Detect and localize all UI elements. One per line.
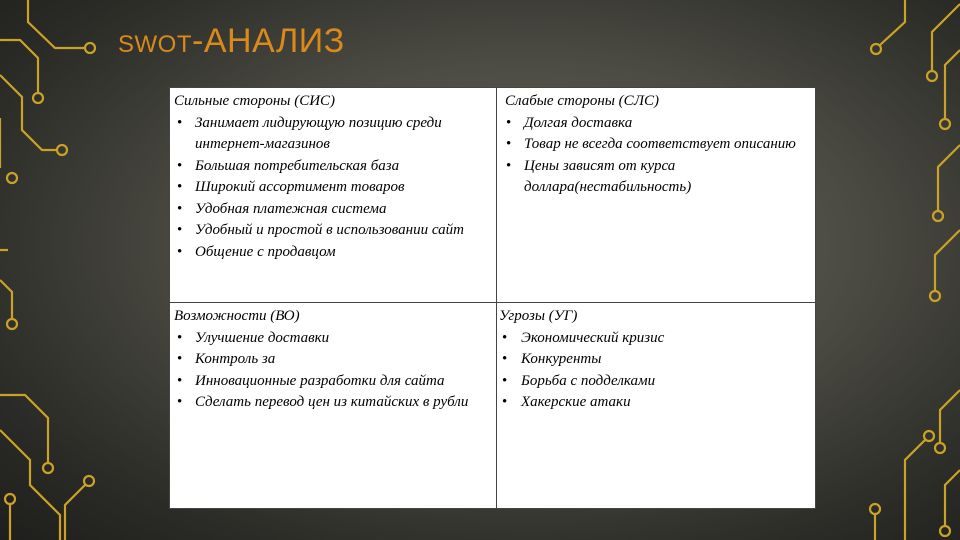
list-item: • Удобный и простой в использовании сайт	[174, 220, 493, 242]
list-item: • Занимает лидирующую позицию среди интернет-магазинов	[174, 113, 493, 156]
swot-table	[169, 87, 816, 509]
slide-title-prefix: SWOT	[118, 31, 192, 58]
opportunities-heading: Возможности (ВО)	[174, 308, 300, 324]
list-item: • Контроль за	[174, 349, 493, 371]
list-item: • Большая потребительская база	[174, 156, 493, 178]
list-item: • Инновационные разработки для сайта	[174, 371, 493, 393]
weaknesses-heading: Слабые стороны (СЛС)	[505, 93, 660, 109]
list-item: • Сделать перевод цен из китайских в рубли	[174, 392, 493, 414]
weaknesses-cell	[497, 88, 815, 303]
opportunities-list	[174, 328, 493, 414]
slide-title-suffix: -АНАЛИЗ	[192, 22, 345, 60]
threats-heading: Угрозы (УГ)	[499, 308, 578, 324]
weaknesses-list	[503, 113, 812, 199]
list-item: • Борьба с подделками	[499, 371, 812, 393]
strengths-cell	[170, 88, 497, 303]
list-item: • Товар не всегда соответствует описанию	[503, 134, 812, 156]
list-item: • Долгая доставка	[503, 113, 812, 135]
strengths-heading: Сильные стороны (СИС)	[174, 93, 336, 109]
list-item: • Улучшение доставки	[174, 328, 493, 350]
list-item: • Хакерские атаки	[499, 392, 812, 414]
slide-title	[118, 22, 345, 61]
opportunities-cell	[170, 303, 497, 508]
list-item: • Удобная платежная система	[174, 199, 493, 221]
list-item: • Цены зависят от курса доллара(нестабильность)	[503, 156, 812, 199]
threats-list	[499, 328, 812, 414]
threats-cell	[497, 303, 815, 508]
list-item: • Общение с продавцом	[174, 242, 493, 264]
list-item: • Широкий ассортимент товаров	[174, 177, 493, 199]
list-item: • Конкуренты	[499, 349, 812, 371]
strengths-list	[174, 113, 493, 264]
list-item: • Экономический кризис	[499, 328, 812, 350]
